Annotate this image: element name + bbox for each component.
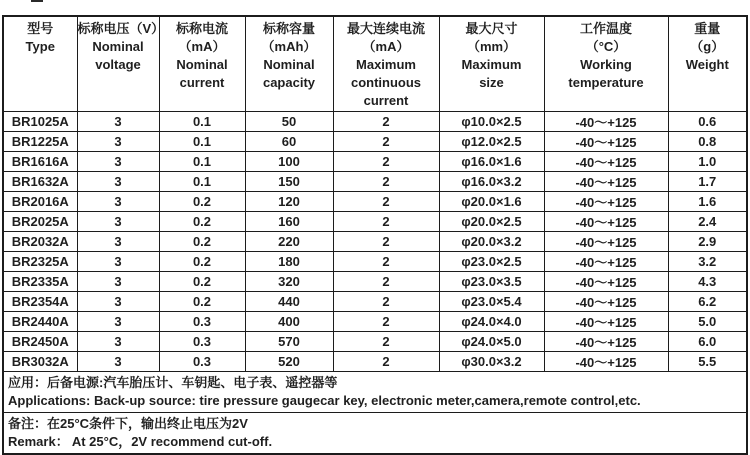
column-header-max-continuous-current: 最大连续电流 （mA） Maximum continuous current	[333, 16, 439, 112]
cell-nominal-current: 0.3	[159, 312, 245, 332]
cell-type: BR2016A	[3, 192, 77, 212]
cell-max-size: φ23.0×3.5	[439, 272, 544, 292]
table-row	[3, 212, 747, 232]
cell-weight: 6.0	[668, 332, 747, 352]
cell-nominal-capacity: 180	[245, 252, 333, 272]
cell-working-temperature: -40～+125	[544, 132, 668, 152]
cell-nominal-voltage: 3	[77, 152, 159, 172]
cell-working-temperature: -40～+125	[544, 292, 668, 312]
cell-max-continuous-current: 2	[333, 312, 439, 332]
cell-nominal-current: 0.2	[159, 192, 245, 212]
cell-nominal-current: 0.1	[159, 152, 245, 172]
column-header-nominal-current: 标称电流 （mA） Nominal current	[159, 16, 245, 112]
crop-artifact	[31, 0, 43, 2]
cell-nominal-voltage: 3	[77, 132, 159, 152]
applications-cell	[3, 372, 747, 413]
cell-nominal-capacity: 220	[245, 232, 333, 252]
cell-max-continuous-current: 2	[333, 272, 439, 292]
cell-max-continuous-current: 2	[333, 332, 439, 352]
cell-max-size: φ20.0×2.5	[439, 212, 544, 232]
cell-working-temperature: -40～+125	[544, 212, 668, 232]
column-header-nominal-capacity: 标称容量 （mAh） Nominal capacity	[245, 16, 333, 112]
cell-max-continuous-current: 2	[333, 292, 439, 312]
cell-max-continuous-current: 2	[333, 112, 439, 132]
cell-nominal-capacity: 100	[245, 152, 333, 172]
cell-max-continuous-current: 2	[333, 132, 439, 152]
table-row	[3, 172, 747, 192]
cell-type: BR2354A	[3, 292, 77, 312]
cell-working-temperature: -40～+125	[544, 112, 668, 132]
cell-nominal-current: 0.2	[159, 292, 245, 312]
cell-nominal-voltage: 3	[77, 232, 159, 252]
cell-weight: 2.4	[668, 212, 747, 232]
cell-max-size: φ20.0×3.2	[439, 232, 544, 252]
cell-working-temperature: -40～+125	[544, 152, 668, 172]
cell-type: BR1025A	[3, 112, 77, 132]
cell-nominal-current: 0.3	[159, 332, 245, 352]
cell-working-temperature: -40～+125	[544, 232, 668, 252]
cell-nominal-voltage: 3	[77, 192, 159, 212]
applications-row	[3, 372, 747, 413]
column-header-type: 型号 Type	[3, 16, 77, 112]
cell-nominal-current: 0.3	[159, 352, 245, 372]
cell-type: BR2335A	[3, 272, 77, 292]
cell-weight: 2.9	[668, 232, 747, 252]
cell-type: BR1632A	[3, 172, 77, 192]
cell-type: BR1616A	[3, 152, 77, 172]
table-row	[3, 312, 747, 332]
cell-type: BR1225A	[3, 132, 77, 152]
cell-nominal-voltage: 3	[77, 252, 159, 272]
cell-nominal-capacity: 120	[245, 192, 333, 212]
cell-weight: 1.6	[668, 192, 747, 212]
table-row	[3, 352, 747, 372]
cell-nominal-voltage: 3	[77, 332, 159, 352]
cell-nominal-capacity: 60	[245, 132, 333, 152]
table-row	[3, 132, 747, 152]
battery-spec-table	[2, 15, 748, 455]
cell-working-temperature: -40～+125	[544, 252, 668, 272]
cell-nominal-current: 0.2	[159, 252, 245, 272]
cell-weight: 1.7	[668, 172, 747, 192]
cell-working-temperature: -40～+125	[544, 192, 668, 212]
cell-weight: 5.0	[668, 312, 747, 332]
cell-working-temperature: -40～+125	[544, 172, 668, 192]
cell-nominal-voltage: 3	[77, 172, 159, 192]
cell-nominal-voltage: 3	[77, 352, 159, 372]
remark-row	[3, 413, 747, 455]
cell-max-continuous-current: 2	[333, 172, 439, 192]
table-row	[3, 332, 747, 352]
cell-type: BR2025A	[3, 212, 77, 232]
cell-max-size: φ23.0×5.4	[439, 292, 544, 312]
cell-working-temperature: -40～+125	[544, 352, 668, 372]
cell-max-continuous-current: 2	[333, 152, 439, 172]
table-row	[3, 272, 747, 292]
cell-max-continuous-current: 2	[333, 232, 439, 252]
cell-weight: 0.6	[668, 112, 747, 132]
cell-max-size: φ24.0×5.0	[439, 332, 544, 352]
cell-max-size: φ20.0×1.6	[439, 192, 544, 212]
cell-max-continuous-current: 2	[333, 192, 439, 212]
column-header-nominal-voltage: 标称电压（V） Nominal voltage	[77, 16, 159, 112]
cell-max-size: φ10.0×2.5	[439, 112, 544, 132]
cell-weight: 0.8	[668, 132, 747, 152]
cell-type: BR3032A	[3, 352, 77, 372]
cell-weight: 4.3	[668, 272, 747, 292]
table-row	[3, 232, 747, 252]
cell-max-size: φ30.0×3.2	[439, 352, 544, 372]
cell-nominal-voltage: 3	[77, 312, 159, 332]
cell-weight: 5.5	[668, 352, 747, 372]
cell-max-size: φ16.0×3.2	[439, 172, 544, 192]
column-header-working-temperature: 工作温度 （°C） Working temperature	[544, 16, 668, 112]
remark-cell	[3, 413, 747, 455]
cell-nominal-capacity: 400	[245, 312, 333, 332]
cell-nominal-voltage: 3	[77, 272, 159, 292]
cell-max-size: φ24.0×4.0	[439, 312, 544, 332]
table-header-row	[3, 16, 747, 112]
cell-type: BR2450A	[3, 332, 77, 352]
cell-nominal-capacity: 160	[245, 212, 333, 232]
cell-max-size: φ16.0×1.6	[439, 152, 544, 172]
cell-nominal-current: 0.2	[159, 212, 245, 232]
cell-max-continuous-current: 2	[333, 252, 439, 272]
table-row	[3, 292, 747, 312]
cell-nominal-capacity: 570	[245, 332, 333, 352]
column-header-max-size: 最大尺寸 （mm） Maximum size	[439, 16, 544, 112]
cell-nominal-current: 0.2	[159, 232, 245, 252]
cell-weight: 3.2	[668, 252, 747, 272]
remark-text-en: Remark： At 25°C，2V recommend cut-off.	[8, 434, 273, 449]
cell-nominal-capacity: 50	[245, 112, 333, 132]
cell-working-temperature: -40～+125	[544, 312, 668, 332]
cell-nominal-current: 0.1	[159, 172, 245, 192]
cell-nominal-capacity: 440	[245, 292, 333, 312]
table-row	[3, 112, 747, 132]
cell-working-temperature: -40～+125	[544, 332, 668, 352]
cell-nominal-capacity: 520	[245, 352, 333, 372]
cell-nominal-capacity: 320	[245, 272, 333, 292]
cell-max-continuous-current: 2	[333, 212, 439, 232]
cell-max-size: φ12.0×2.5	[439, 132, 544, 152]
cell-weight: 1.0	[668, 152, 747, 172]
table-row	[3, 192, 747, 212]
table-row	[3, 252, 747, 272]
applications-text-zh: 应用：后备电源:汽车胎压计、车钥匙、电子表、遥控器等	[8, 375, 338, 390]
cell-type: BR2032A	[3, 232, 77, 252]
cell-type: BR2325A	[3, 252, 77, 272]
column-header-weight: 重量 （g） Weight	[668, 16, 747, 112]
cell-nominal-voltage: 3	[77, 212, 159, 232]
remark-text-zh: 备注：在25°C条件下，输出终止电压为2V	[8, 416, 248, 431]
cell-nominal-current: 0.1	[159, 112, 245, 132]
table-row	[3, 152, 747, 172]
cell-working-temperature: -40～+125	[544, 272, 668, 292]
cell-nominal-voltage: 3	[77, 292, 159, 312]
cell-weight: 6.2	[668, 292, 747, 312]
cell-nominal-capacity: 150	[245, 172, 333, 192]
cell-nominal-current: 0.2	[159, 272, 245, 292]
applications-text-en: Applications: Back-up source: tire pressure gaugecar key, electronic meter,camera,remote control,etc.	[8, 393, 641, 408]
cell-type: BR2440A	[3, 312, 77, 332]
cell-max-continuous-current: 2	[333, 352, 439, 372]
cell-nominal-current: 0.1	[159, 132, 245, 152]
cell-nominal-voltage: 3	[77, 112, 159, 132]
cell-max-size: φ23.0×2.5	[439, 252, 544, 272]
